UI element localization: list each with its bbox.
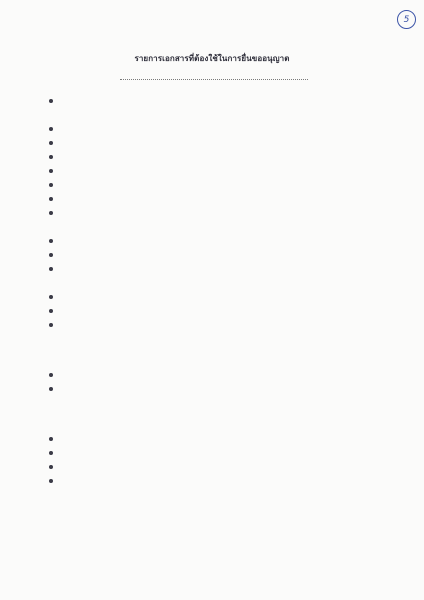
list-item-text: [68, 382, 388, 396]
bullet-icon: [49, 295, 53, 299]
bullet-icon: [49, 197, 53, 201]
list-item-text: [68, 122, 388, 136]
bullet-icon: [49, 373, 53, 377]
section-heading: [38, 354, 388, 368]
section-gap: [38, 332, 388, 340]
bullet-icon: [49, 437, 53, 441]
list-item: [38, 164, 388, 178]
list-item-text: [68, 474, 388, 488]
list-item: [38, 304, 388, 318]
list-item-text: [68, 248, 388, 262]
bullet-icon: [49, 309, 53, 313]
page-number: 5: [397, 10, 416, 29]
list-item-text: [68, 446, 388, 460]
bullet-icon: [49, 127, 53, 131]
list-item: [38, 150, 388, 164]
document-title: รายการเอกสารที่ต้องใช้ในการยื่นขออนุญาต: [134, 54, 290, 63]
list-item-text: [68, 276, 388, 290]
bullet-icon: [49, 169, 53, 173]
list-item-text: [68, 150, 388, 164]
requirements-list: [38, 94, 388, 488]
list-item-text: [68, 432, 388, 446]
list-item-text: [68, 318, 388, 332]
list-item-text: [68, 206, 388, 220]
list-item: [38, 94, 388, 122]
list-item-text: [68, 108, 388, 122]
list-item-text: [68, 178, 388, 192]
section-heading-text: [68, 354, 388, 368]
bullet-icon: [49, 211, 53, 215]
bullet-icon: [49, 155, 53, 159]
section-heading: [38, 340, 388, 354]
list-item: [38, 290, 388, 304]
list-item-text: [68, 220, 388, 234]
list-item-text: [68, 164, 388, 178]
list-item-text: [68, 262, 388, 276]
bullet-icon: [49, 479, 53, 483]
bullet-icon: [49, 323, 53, 327]
list-item: [38, 460, 388, 474]
list-item: [38, 234, 388, 248]
list-item: [38, 206, 388, 234]
list-item-text: [68, 192, 388, 206]
bullet-icon: [49, 387, 53, 391]
list-item: [38, 122, 388, 136]
section-heading-text: [68, 340, 388, 354]
section-heading-text: [68, 418, 388, 432]
list-item: [38, 192, 388, 206]
list-item-text: [68, 94, 388, 108]
list-item: [38, 446, 388, 460]
list-item-text: [68, 460, 388, 474]
section-gap: [38, 410, 388, 418]
bullet-icon: [49, 267, 53, 271]
list-item: [38, 474, 388, 488]
bullet-icon: [49, 99, 53, 103]
list-item-text: [68, 304, 388, 318]
list-item: [38, 382, 388, 410]
bullet-icon: [49, 141, 53, 145]
list-item: [38, 318, 388, 332]
bullet-icon: [49, 239, 53, 243]
list-item-text: [68, 290, 388, 304]
bullet-icon: [49, 183, 53, 187]
dotted-divider: [120, 79, 308, 80]
list-item: [38, 368, 388, 382]
section-heading: [38, 418, 388, 432]
list-item: [38, 262, 388, 290]
list-item-text: [68, 396, 388, 410]
list-item-text: [68, 136, 388, 150]
list-item-text: [68, 368, 388, 382]
list-item: [38, 136, 388, 150]
list-item: [38, 248, 388, 262]
bullet-icon: [49, 465, 53, 469]
bullet-icon: [49, 451, 53, 455]
bullet-icon: [49, 253, 53, 257]
list-item-text: [68, 234, 388, 248]
list-item: [38, 432, 388, 446]
list-item: [38, 178, 388, 192]
